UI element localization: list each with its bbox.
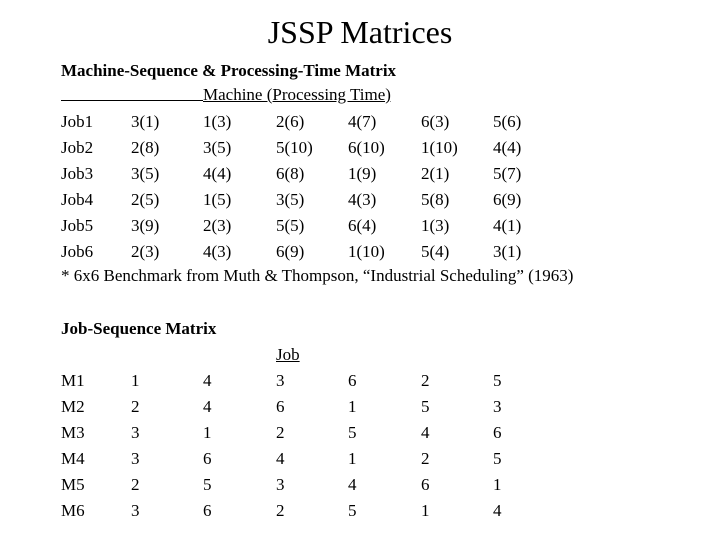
table-row [0, 368, 720, 394]
table-cell: 6(8) [276, 164, 305, 183]
table-cell: 6(9) [493, 190, 522, 209]
row-label: Job1 [61, 112, 94, 131]
table-cell: 6 [421, 475, 430, 494]
table-cell: 5 [493, 371, 502, 390]
benchmark-footnote: * 6x6 Benchmark from Muth & Thompson, “Industrial Scheduling” (1963) [61, 266, 574, 285]
table-cell: 5(5) [276, 216, 305, 235]
table-cell: 3 [276, 475, 285, 494]
table-cell: 4(7) [348, 112, 377, 131]
table-cell: 5 [493, 449, 502, 468]
table-cell: 2 [276, 423, 285, 442]
table-row [0, 187, 720, 213]
slide-title: JSSP Matrices [267, 14, 453, 50]
table-cell: 5(7) [493, 164, 522, 183]
table-cell: 4 [493, 501, 502, 520]
table-cell: 1 [348, 449, 357, 468]
table-cell: 4(4) [203, 164, 232, 183]
table-cell: 4(3) [348, 190, 377, 209]
table-row [0, 109, 720, 135]
table-cell: 5(4) [421, 242, 450, 261]
table-cell: 1(3) [203, 112, 232, 131]
row-label: Job3 [61, 164, 94, 183]
table-cell: 4(4) [493, 138, 522, 157]
table-cell: 5(10) [276, 138, 313, 157]
table-cell: 5 [203, 475, 212, 494]
table-cell: 1(9) [348, 164, 377, 183]
row-label: Job4 [61, 190, 94, 209]
table-cell: 4 [203, 397, 212, 416]
table-cell: 6 [203, 501, 212, 520]
row-label: M6 [61, 501, 85, 520]
table-cell: 6 [203, 449, 212, 468]
table-cell: 6 [276, 397, 285, 416]
table-cell: 3(5) [276, 190, 305, 209]
table-cell: 3(5) [203, 138, 232, 157]
table-cell: 6 [493, 423, 502, 442]
row-label: M2 [61, 397, 85, 416]
table-row [0, 472, 720, 498]
table-cell: 2 [131, 475, 140, 494]
table-row [0, 213, 720, 239]
table-cell: 2(5) [131, 190, 160, 209]
table-cell: 6(9) [276, 242, 305, 261]
table-row [0, 498, 720, 524]
table-cell: 2(3) [203, 216, 232, 235]
table-cell: 1(5) [203, 190, 232, 209]
table-cell: 3(5) [131, 164, 160, 183]
row-label: M5 [61, 475, 85, 494]
table-cell: 1 [348, 397, 357, 416]
table-cell: 4 [276, 449, 285, 468]
row-label: M4 [61, 449, 85, 468]
table-cell: 3 [131, 423, 140, 442]
table-cell: 2 [421, 449, 430, 468]
job-sequence-column-header: Job [276, 345, 300, 364]
table-cell: 2(3) [131, 242, 160, 261]
table-cell: 5 [348, 501, 357, 520]
table-cell: 3(1) [131, 112, 160, 131]
machine-sequence-heading: Machine-Sequence & Processing-Time Matrix [61, 61, 397, 80]
table-row [0, 394, 720, 420]
table-cell: 1 [203, 423, 212, 442]
table-cell: 6(4) [348, 216, 377, 235]
table-cell: 3 [131, 449, 140, 468]
table-cell: 1 [421, 501, 430, 520]
table-cell: 3 [493, 397, 502, 416]
table-cell: 2 [421, 371, 430, 390]
table-cell: 3 [131, 501, 140, 520]
table-cell: 4(3) [203, 242, 232, 261]
table-cell: 2(6) [276, 112, 305, 131]
table-cell: 4(1) [493, 216, 522, 235]
table-row [0, 161, 720, 187]
table-cell: 5(6) [493, 112, 522, 131]
machine-sequence-column-header: Machine (Processing Time) [203, 85, 391, 104]
table-cell: 6 [348, 371, 357, 390]
row-label: Job2 [61, 138, 94, 157]
table-cell: 6(3) [421, 112, 450, 131]
table-cell: 1(10) [421, 138, 458, 157]
row-label: M1 [61, 371, 85, 390]
table-cell: 1(3) [421, 216, 450, 235]
header-underline-blank [61, 100, 203, 101]
table-cell: 3(9) [131, 216, 160, 235]
table-row [0, 135, 720, 161]
table-cell: 6(10) [348, 138, 385, 157]
table-cell: 2 [131, 397, 140, 416]
table-row [0, 446, 720, 472]
row-label: Job6 [61, 242, 94, 261]
table-cell: 2 [276, 501, 285, 520]
table-cell: 4 [348, 475, 357, 494]
table-cell: 1 [131, 371, 140, 390]
table-cell: 1 [493, 475, 502, 494]
job-sequence-heading: Job-Sequence Matrix [61, 319, 217, 338]
table-cell: 4 [421, 423, 430, 442]
table-row [0, 239, 720, 265]
table-cell: 2(8) [131, 138, 160, 157]
row-label: Job5 [61, 216, 94, 235]
table-cell: 5(8) [421, 190, 450, 209]
table-cell: 5 [348, 423, 357, 442]
table-cell: 1(10) [348, 242, 385, 261]
table-row [0, 420, 720, 446]
table-cell: 3(1) [493, 242, 522, 261]
table-cell: 3 [276, 371, 285, 390]
table-cell: 4 [203, 371, 212, 390]
row-label: M3 [61, 423, 85, 442]
table-cell: 2(1) [421, 164, 450, 183]
table-cell: 5 [421, 397, 430, 416]
